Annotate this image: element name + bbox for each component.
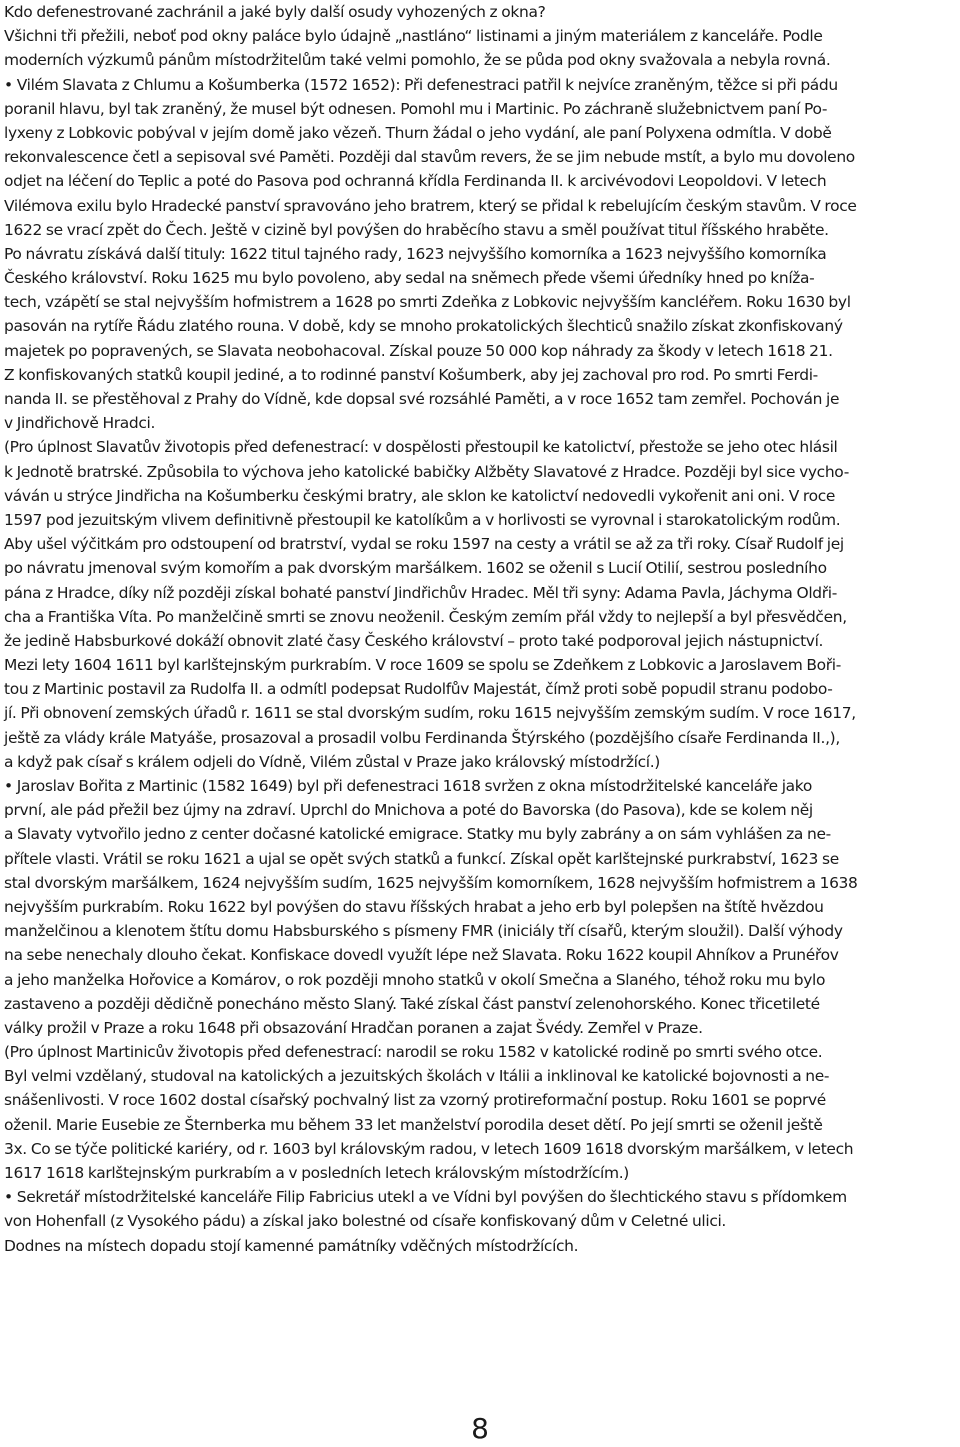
text-line: oženil. Marie Eusebie ze Šternberka mu během 33 let manželství porodila deset dětí. Po její smrti se oženil ještě — [4, 1115, 823, 1134]
text-line: stal dvorským maršálkem, 1624 nejvyšším sudím, 1625 nejvyšším komorníkem, 1628 nejvyšším hofmistrem a 1638 — [4, 873, 858, 892]
text-line: moderních výzkumů pánům místodržitelům také velmi pomohlo, že se půda pod okny svažovala a nebyla rovná. — [4, 51, 831, 70]
text-line: cha a Františka Víta. Po manželčině smrti se znovu neoženil. Českým zemím přál vždy to nejlepší a byl přesvědčen, — [4, 607, 847, 626]
text-line: nejvyšším purkrabím. Roku 1622 byl povýšen do stavu říšských hrabat a jeho erb byl polepšen na štítě hvězdou — [4, 897, 824, 916]
text-line: poranil hlavu, byl tak zraněný, že musel být odnesen. Pomohl mu i Martinic. Po záchraně služebnictvem paní Po- — [4, 99, 828, 118]
text-line: váván u strýce Jindřicha na Košumberku českými bratry, ale sklon ke katolictví nedovedli vykořenit ani oni. V roce — [4, 486, 836, 505]
text-line: 3x. Co se týče politické kariéry, od r. 1603 byl královským radou, v letech 1609 1618 dvorským maršálkem, v letech — [4, 1139, 854, 1158]
text-line: a když pak císař s králem odjeli do Vídně, Vilém zůstal v Praze jako královský místodržící.) — [4, 752, 660, 771]
text-line: v Jindřichově Hradci. — [4, 414, 156, 433]
text-line: na sebe nenechaly dlouho čekat. Konfiskace dovedl využít lépe než Slavata. Roku 1622 koupil Ahníkov a Prunéřov — [4, 946, 839, 965]
text-line: (Pro úplnost Slavatův životopis před defenestrací: v dospělosti přestoupil ke katolictví, přestože se jeho otec hlásil — [4, 438, 838, 457]
text-line: nanda II. se přestěhoval z Prahy do Vídně, kde dopsal své rozsáhlé Paměti, a v roce 1652 tam zemřel. Pochován je — [4, 390, 840, 408]
text-line: Po návratu získává další tituly: 1622 titul tajného rady, 1623 nejvyššího komorníka a 1623 nejvyššího komorníka — [4, 244, 827, 263]
text-line: Mezi lety 1604 1611 byl karlštejnským purkrabím. V roce 1609 se spolu se Zdeňkem z Lobkovic a Jaroslavem Boři- — [4, 656, 841, 675]
text-line: pána z Hradce, díky níž později získal bohaté panství Jindřichův Hradec. Měl tři syny: Adama Pavla, Jáchyma Oldři- — [4, 583, 837, 602]
text-line: Všichni tři přežili, neboť pod okny paláce bylo údajně „nastláno“ listinami a jiným materiálem z kanceláře. Podle — [4, 27, 823, 46]
text-line: 1617 1618 karlštejnským purkrabím a v posledních letech královským místodržícím.) — [4, 1164, 629, 1182]
text-line: (Pro úplnost Martinicův životopis před defenestrací: narodil se roku 1582 v katolické rodině po smrti svého otce. — [4, 1043, 823, 1062]
text-line: rekonvalescence četl a sepisoval své Paměti. Později dal stavům revers, že se jim nebude mstít, a bylo mu dovoleno — [4, 148, 855, 167]
text-line: Z konfiskovaných statků koupil jediné, a to rodinné panství Košumberk, aby jej zachoval pro rod. Po smrti Ferdi- — [4, 365, 818, 384]
text-line: tech, vzápětí se stal nejvyšším hofmistrem a 1628 po smrti Zdeňka z Lobkovic nejvyšším kancléřem. Roku 1630 byl — [4, 293, 851, 312]
text-line: 1622 se vrací zpět do Čech. Ještě v cizině byl povýšen do hraběcího stavu a směl používat titul říšského hraběte. — [4, 220, 829, 239]
text-line: první, ale pád přežil bez újmy na zdraví. Uprchl do Mnichova a poté do Bavorska (do Pasova), kde se kolem něj — [4, 801, 813, 820]
text-line: manželčinou a klenotem štítu domu Habsburského s písmeny FMR (iniciály tří císařů, kterým sloužil). Další výhody — [4, 922, 843, 941]
text-line: lyxeny z Lobkovic pobýval v jejím domě jako vězeň. Thurn žádal o jeho vydání, ale paní Polyxena odmítla. V době — [4, 123, 832, 142]
text-line: Byl velmi vzdělaný, studoval na katolických a jezuitských školách v Itálii a inklinoval ke katolické bojovnosti a ne- — [4, 1067, 830, 1086]
text-line: a Slavaty vytvořilo jedno z center dočasné katolické emigrace. Statky mu byly zabrány a on sám vyhlášen za ne- — [4, 825, 831, 844]
document-page — [4, 0, 956, 1258]
text-line: přítele vlasti. Vrátil se roku 1621 a ujal se opět svých statků a funkcí. Získal opět karlštejnské purkrabství, 1623 se — [4, 849, 839, 868]
text-line: k Jednotě bratrské. Způsobila to výchova jeho katolické babičky Alžběty Slavatové z Hradce. Později byl sice vycho- — [4, 462, 849, 481]
text-line: že jedině Habsburkové dokáží obnovit zlaté časy Českého království – proto také podporoval jejich nástupnictví. — [4, 631, 824, 650]
text-line: po návratu jmenoval svým komořím a pak dvorským maršálkem. 1602 se oženil s Lucií Otilií, sestrou posledního — [4, 559, 827, 578]
text-line: odjet na léčení do Teplic a poté do Pasova pod ochranná křídla Ferdinanda II. k arcivévodovi Leopoldovi. V letech — [4, 172, 827, 191]
text-line: Kdo defenestrované zachránil a jaké byly další osudy vyhozených z okna? — [4, 3, 546, 21]
text-line: Dodnes na místech dopadu stojí kamenné památníky vděčných místodržících. — [4, 1236, 579, 1255]
text-line: války prožil v Praze a roku 1648 při obsazování Hradčan poranen a zajat Švédy. Zemřel v Praze. — [4, 1018, 703, 1037]
text-line: ještě za vlády krále Matyáše, prosazoval a prosadil volbu Ferdinanda Štýrského (pozdějšího císaře Ferdinanda II.,), — [4, 728, 840, 747]
text-line: 1597 pod jezuitským vlivem definitivně přestoupil ke katolíkům a v horlivosti se vyrovnal i starokatolickým rodům. — [4, 510, 841, 529]
text-line: Vilémova exilu bylo Hradecké panství spravováno jeho bratrem, který se přidal k rebelujícím českým stavům. V roce — [4, 196, 857, 215]
text-line: a jeho manželka Hořovice a Komárov, o rok později mnoho statků v okolí Smečna a Slaného, téhož roku mu bylo — [4, 970, 826, 989]
text-line: majetek po popravených, se Slavata neobohacoval. Získal pouze 50 000 kop náhrady za škody v letech 1618 21. — [4, 341, 833, 360]
text-line: pasován na rytíře Řádu zlatého rouna. V době, kdy se mnoho prokatolických šlechticů snažilo získat zkonfiskovaný — [4, 317, 843, 336]
text-line: • Sekretář místodržitelské kanceláře Filip Fabricius utekl a ve Vídni byl povýšen do šlechtického stavu s přídomkem — [4, 1188, 847, 1207]
text-line: • Jaroslav Bořita z Martinic (1582 1649) byl při defenestraci 1618 svržen z okna místodržitelské kanceláře jako — [4, 777, 812, 795]
text-line: tou z Martinic postavil za Rudolfa II. a odmítl podepsat Rudolfův Majestát, čímž proti sobě popudil stranu podobo- — [4, 680, 833, 699]
text-line: Aby ušel výčitkám pro odstoupení od bratrství, vydal se roku 1597 na cesty a vrátil se až za tři roky. Císař Rudolf jej — [4, 535, 844, 554]
text-line: snášenlivosti. V roce 1602 dostal císařský pochvalný list za vzorný protireformační postup. Roku 1601 se poprvé — [4, 1091, 826, 1110]
body-text — [4, 0, 956, 1258]
text-line: von Hohenfall (z Vysokého pádu) a získal jako bolestné od císaře konfiskovaný dům v Celetné ulici. — [4, 1212, 726, 1231]
text-line: Českého království. Roku 1625 mu bylo povoleno, aby sedal na sněmech přede všemi úředníky hned po kníža- — [4, 269, 815, 288]
text-line: • Vilém Slavata z Chlumu a Košumberka (1572 1652): Při defenestraci patřil k nejvíce zraněným, těžce si při pádu — [4, 75, 838, 94]
text-line: jí. Při obnovení zemských úřadů r. 1611 se stal dvorským sudím, roku 1615 nejvyšším zemským sudím. V roce 1617, — [4, 704, 856, 723]
text-line: zastaveno a později dědičně ponecháno město Slaný. Také získal část panství zelenohorského. Konec třicetileté — [4, 994, 820, 1013]
page-number: 8 — [471, 1412, 489, 1445]
